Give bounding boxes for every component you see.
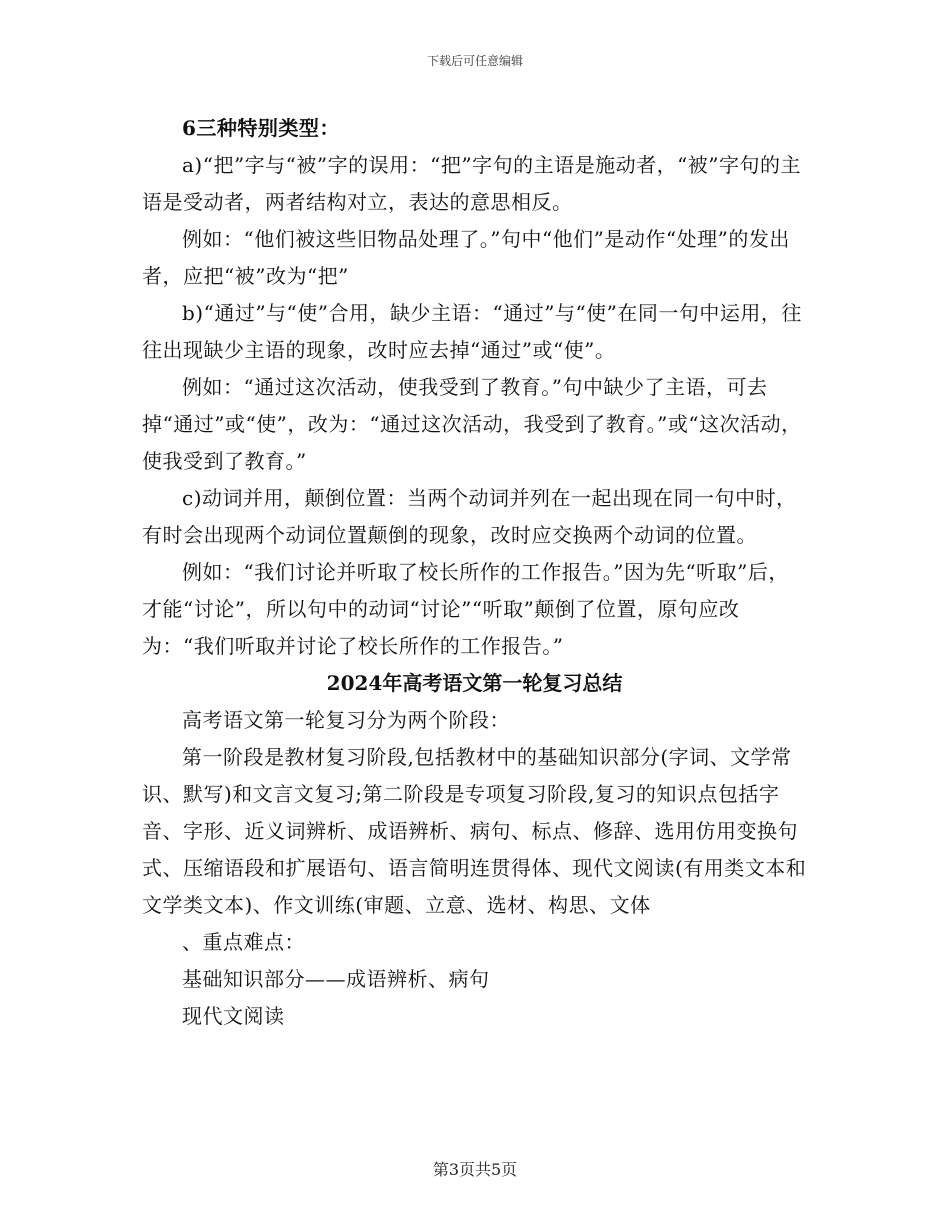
paragraph: 第一阶段是教材复习阶段,包括教材中的基础知识部分(字词、文学常识、默写)和文言文复习;第二阶段是专项复习阶段,复习的知识点包括字音、字形、近义词辨析、成语辨析、病句、标点、修辞、选用仿用变换句式、压缩语段和扩展语句、语言简明连贯得体、现代文阅读(有用类文本和文学类文本)、作文训练(审题、立意、选材、构思、文体 xyxy=(142,745,807,917)
document-title: 2024年高考语文第一轮复习总结 xyxy=(326,671,623,695)
paragraph: 例如：“他们被这些旧物品处理了。”句中“他们”是动作“处理”的发出者，应把“被”改为“把” xyxy=(142,227,790,288)
document-body xyxy=(142,110,807,1035)
paragraph: 基础知识部分——成语辨析、病句 xyxy=(182,967,490,991)
section-heading: 6三种特别类型： xyxy=(182,116,340,140)
paragraph: a)“把”字与“被”字的误用：“把”字句的主语是施动者，“被”字句的主语是受动者，两者结构对立，表达的意思相反。 xyxy=(142,153,802,214)
paragraph: c)动词并用，颠倒位置：当两个动词并列在一起出现在同一句中时，有时会出现两个动词位置颠倒的现象，改时应交换两个动词的位置。 xyxy=(142,486,797,547)
paragraph: b)“通过”与“使”合用，缺少主语：“通过”与“使”在同一句中运用，往往出现缺少主语的现象，改时应去掉“通过”或“使”。 xyxy=(142,301,802,362)
paragraph: 例如：“通过这次活动，使我受到了教育。”句中缺少了主语，可去掉“通过”或“使”，改为：“通过这次活动，我受到了教育。”或“这次活动，使我受到了教育。” xyxy=(142,375,802,473)
paragraph: 例如：“我们讨论并听取了校长所作的工作报告。”因为先“听取”后，才能“讨论”，所以句中的动词“讨论”“听取”颠倒了位置，原句应改为：“我们听取并讨论了校长所作的工作报告。” xyxy=(142,560,789,658)
paragraph: 、重点难点： xyxy=(182,930,305,954)
paragraph: 高考语文第一轮复习分为两个阶段： xyxy=(182,708,510,732)
page-footer: 第3页共5页 xyxy=(432,1160,518,1179)
paragraph: 现代文阅读 xyxy=(182,1004,285,1028)
page-header: 下载后可任意编辑 xyxy=(426,54,523,68)
